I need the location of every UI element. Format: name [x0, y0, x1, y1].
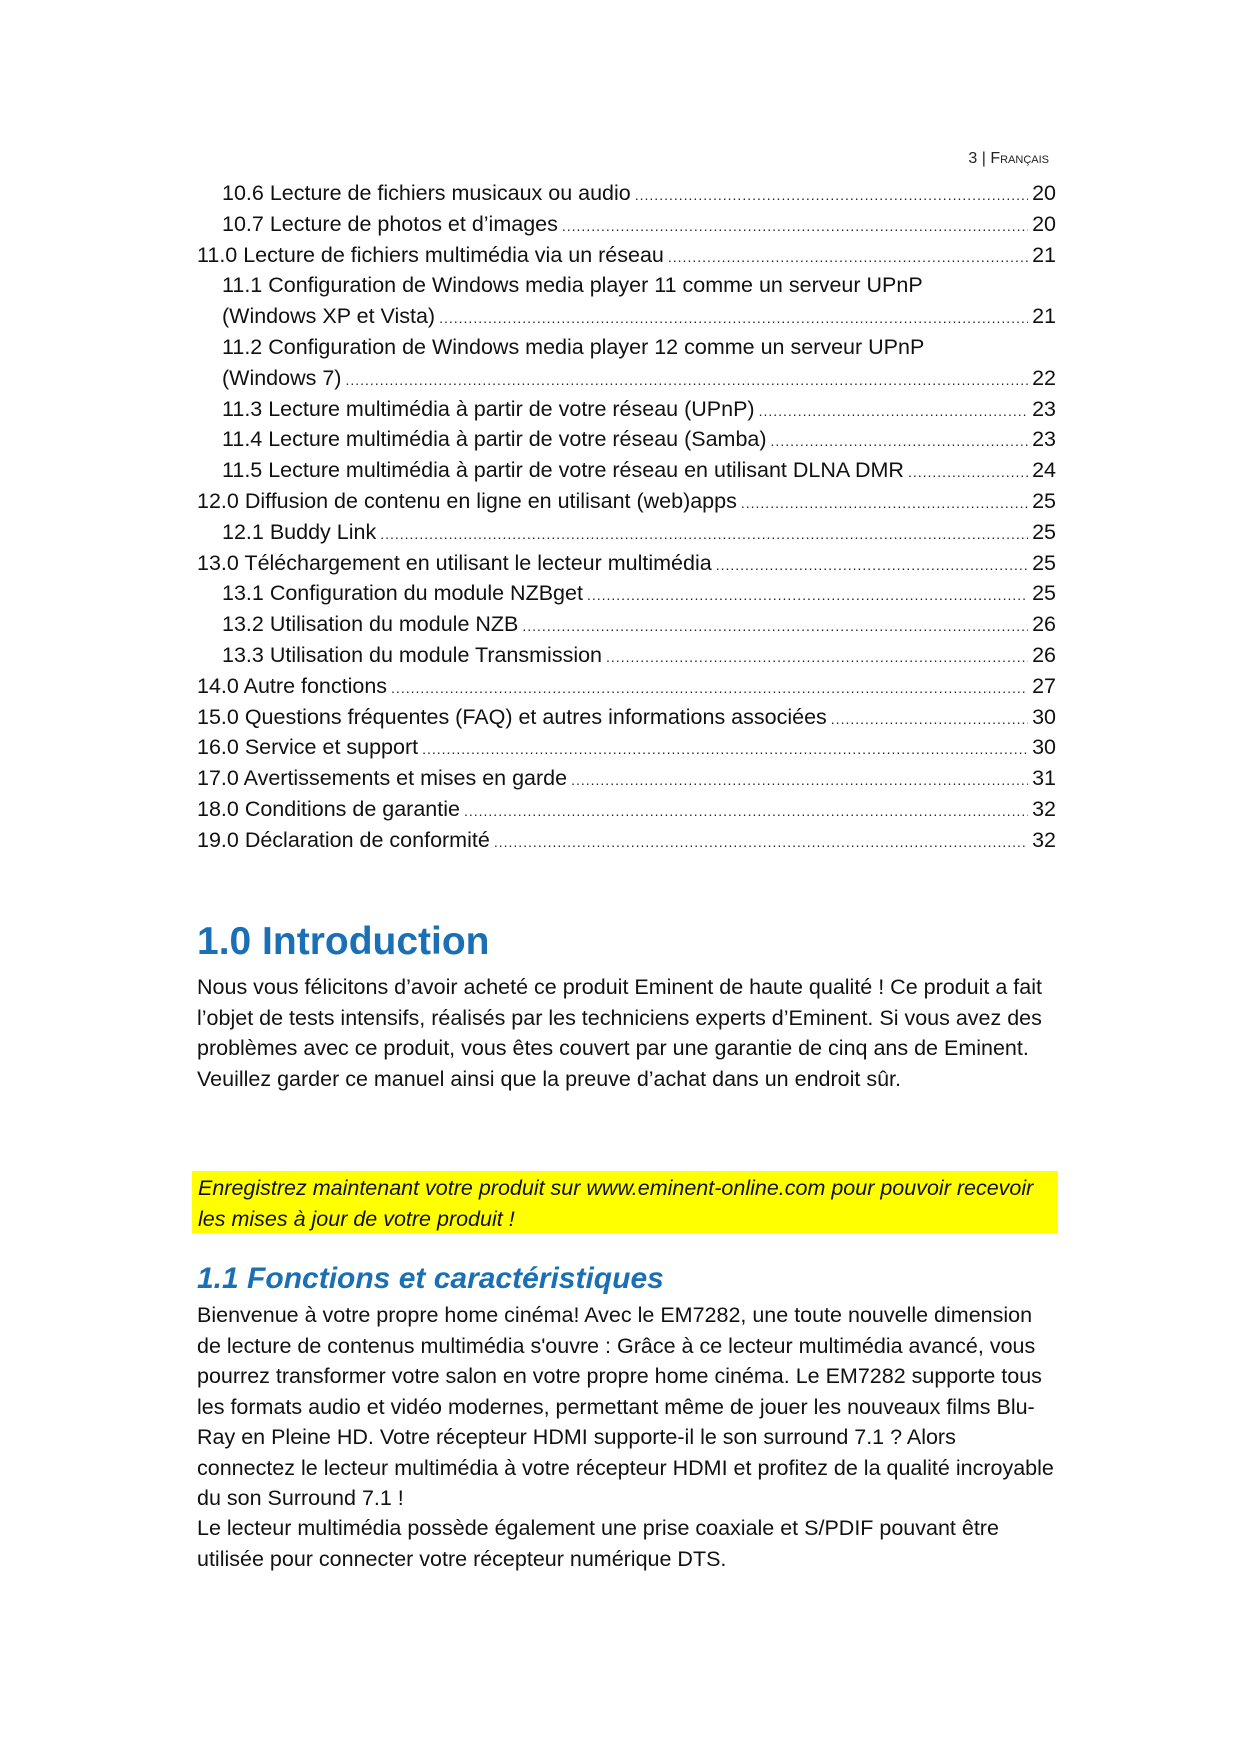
toc-entry[interactable] [197, 517, 1056, 548]
toc-entry-page: 32 [1032, 827, 1056, 852]
toc-entry-page: 21 [1032, 304, 1056, 329]
toc-entry-title: 13.1 Configuration du module NZBget [222, 581, 583, 606]
toc-entry-title: 13.2 Utilisation du module NZB [222, 612, 519, 637]
toc-entry-page: 25 [1032, 581, 1056, 606]
toc-entry-title: 18.0 Conditions de garantie [197, 796, 460, 821]
toc-leader-dots [635, 180, 1028, 211]
toc-entry-title: 12.1 Buddy Link [222, 519, 377, 544]
toc-entry-page: 24 [1032, 458, 1056, 483]
toc-entry-page: 25 [1032, 519, 1056, 544]
toc-leader-dots [587, 580, 1028, 611]
toc-entry-title: 14.0 Autre fonctions [197, 673, 388, 698]
toc-entry-page: 22 [1032, 365, 1056, 390]
toc-entry-title: 11.0 Lecture de fichiers multimédia via un réseau [197, 242, 664, 267]
toc-entry-title: 11.2 Configuration de Windows media player 12 comme un serveur UPnP [222, 334, 925, 359]
toc-entry-title: 12.0 Diffusion de contenu en ligne en utilisant (web)apps [197, 488, 737, 513]
toc-entry-page: 26 [1032, 642, 1056, 667]
toc-entry[interactable] [197, 270, 1056, 301]
toc-leader-dots [562, 211, 1028, 242]
introduction-paragraph: Nous vous félicitons d’avoir acheté ce produit Eminent de haute qualité ! Ce produit a fait l’objet de tests intensifs, réalisés par les techniciens experts d’Eminent. Si vous avez des problèmes avec ce produit, vous êtes couvert par une garantie de cinq ans de Eminent. Veuillez garder ce manuel ainsi que la preuve d’achat dans un endroit sûr. [197, 975, 1042, 1091]
toc-entry[interactable] [197, 732, 1056, 763]
toc-entry-title: 11.5 Lecture multimédia à partir de votre réseau en utilisant DLNA DMR [222, 458, 904, 483]
toc-entry-title: 17.0 Avertissements et mises en garde [197, 766, 568, 791]
toc-entry[interactable] [197, 394, 1056, 425]
toc-entry-page: 25 [1032, 550, 1056, 575]
toc-entry-title: 11.4 Lecture multimédia à partir de votre réseau (Samba) [222, 427, 767, 452]
toc-entry-title: 15.0 Questions fréquentes (FAQ) et autres informations associées [197, 704, 827, 729]
toc-entry[interactable] [197, 240, 1056, 271]
toc-entry[interactable] [197, 794, 1056, 825]
toc-entry[interactable] [197, 209, 1056, 240]
introduction-heading: 1.0 Introduction [197, 920, 490, 963]
features-paragraph: Bienvenue à votre propre home cinéma! Avec le EM7282, une toute nouvelle dimension de lecture de contenus multimédia s'ouvre : Grâce à ce lecteur multimédia avancé, vous pourrez transformer votre salon en votre propre home cinéma. Le EM7282 supporte tous les formats audio et vidéo modernes, permettant même de jouer les nouveaux films Blu-Ray en Pleine HD. Votre récepteur HDMI supporte-il le son surround 7.1 ? Alors connectez le lecteur multimédia à votre récepteur HDMI et profitez de la qualité incroyable du son Surround 7.1 ! [197, 1303, 1054, 1510]
table-of-contents [197, 178, 1056, 856]
header-language: Français [990, 150, 1049, 167]
toc-entry-page: 23 [1032, 396, 1056, 421]
toc-entry-title: 11.1 Configuration de Windows media player 11 comme un serveur UPnP [222, 273, 923, 298]
toc-entry-page: 21 [1032, 242, 1056, 267]
toc-entry-page: 25 [1032, 488, 1056, 513]
toc-entry-page: 30 [1032, 704, 1056, 729]
toc-leader-dots [741, 488, 1028, 519]
toc-entry-page: 30 [1032, 735, 1056, 760]
toc-entry[interactable] [197, 671, 1056, 702]
toc-entry-title: 11.3 Lecture multimédia à partir de votre réseau (UPnP) [222, 396, 755, 421]
page-header [968, 150, 1049, 168]
toc-entry[interactable] [197, 640, 1056, 671]
toc-leader-dots [345, 365, 1028, 396]
toc-leader-dots [606, 642, 1028, 673]
features-heading: 1.1 Fonctions et caractéristiques [197, 1262, 664, 1295]
toc-leader-dots [380, 519, 1028, 550]
toc-entry-title: 10.7 Lecture de photos et d’images [222, 211, 558, 236]
toc-entry[interactable] [197, 578, 1056, 609]
toc-entry-page: 26 [1032, 612, 1056, 637]
toc-entry-title: 13.3 Utilisation du module Transmission [222, 642, 603, 667]
toc-leader-dots [668, 242, 1028, 273]
header-separator: | [981, 150, 986, 167]
toc-leader-dots [422, 734, 1028, 765]
toc-entry[interactable] [197, 301, 1056, 332]
toc-entry[interactable] [197, 763, 1056, 794]
toc-leader-dots [908, 457, 1028, 488]
toc-entry[interactable] [197, 548, 1056, 579]
toc-entry[interactable] [197, 486, 1056, 517]
toc-entry[interactable] [197, 424, 1056, 455]
toc-leader-dots [522, 611, 1028, 642]
toc-leader-dots [831, 704, 1028, 735]
toc-leader-dots [571, 765, 1028, 796]
toc-entry[interactable] [197, 455, 1056, 486]
toc-leader-dots [391, 673, 1028, 704]
toc-entry-page: 20 [1032, 181, 1056, 205]
toc-entry-title: 19.0 Déclaration de conformité [197, 827, 490, 852]
toc-leader-dots [759, 396, 1029, 427]
toc-entry[interactable] [197, 363, 1056, 394]
toc-entry-page: 32 [1032, 796, 1056, 821]
registration-notice-text: Enregistrez maintenant votre produit sur www.eminent-online.com pour pouvoir recevoir les mises à jour de votre produit ! [198, 1176, 1034, 1231]
toc-leader-dots [439, 303, 1028, 334]
registration-notice [192, 1171, 1058, 1233]
toc-entry-page: 20 [1032, 211, 1056, 236]
toc-leader-dots [716, 550, 1028, 581]
toc-entry[interactable] [197, 702, 1056, 733]
toc-entry[interactable] [197, 609, 1056, 640]
toc-entry-title-continuation: (Windows 7) [222, 365, 342, 390]
toc-entry[interactable] [197, 332, 1056, 363]
toc-leader-dots [464, 796, 1028, 827]
toc-entry-page: 31 [1032, 766, 1056, 791]
toc-entry[interactable] [197, 178, 1056, 209]
toc-entry-title: 13.0 Téléchargement en utilisant le lecteur multimédia [197, 550, 712, 575]
toc-entry[interactable] [197, 825, 1056, 856]
page-number: 3 [968, 150, 978, 167]
toc-entry-title: 10.6 Lecture de fichiers musicaux ou audio [222, 181, 631, 205]
toc-entry-title-continuation: (Windows XP et Vista) [222, 304, 436, 329]
toc-leader-dots [494, 827, 1028, 858]
toc-leader-dots [771, 426, 1029, 457]
toc-entry-page: 23 [1032, 427, 1056, 452]
toc-entry-page: 27 [1032, 673, 1056, 698]
toc-entry-title: 16.0 Service et support [197, 735, 419, 760]
features-paragraph-2: Le lecteur multimédia possède également une prise coaxiale et S/PDIF pouvant être utilisée pour connecter votre récepteur numérique DTS. [197, 1516, 999, 1571]
